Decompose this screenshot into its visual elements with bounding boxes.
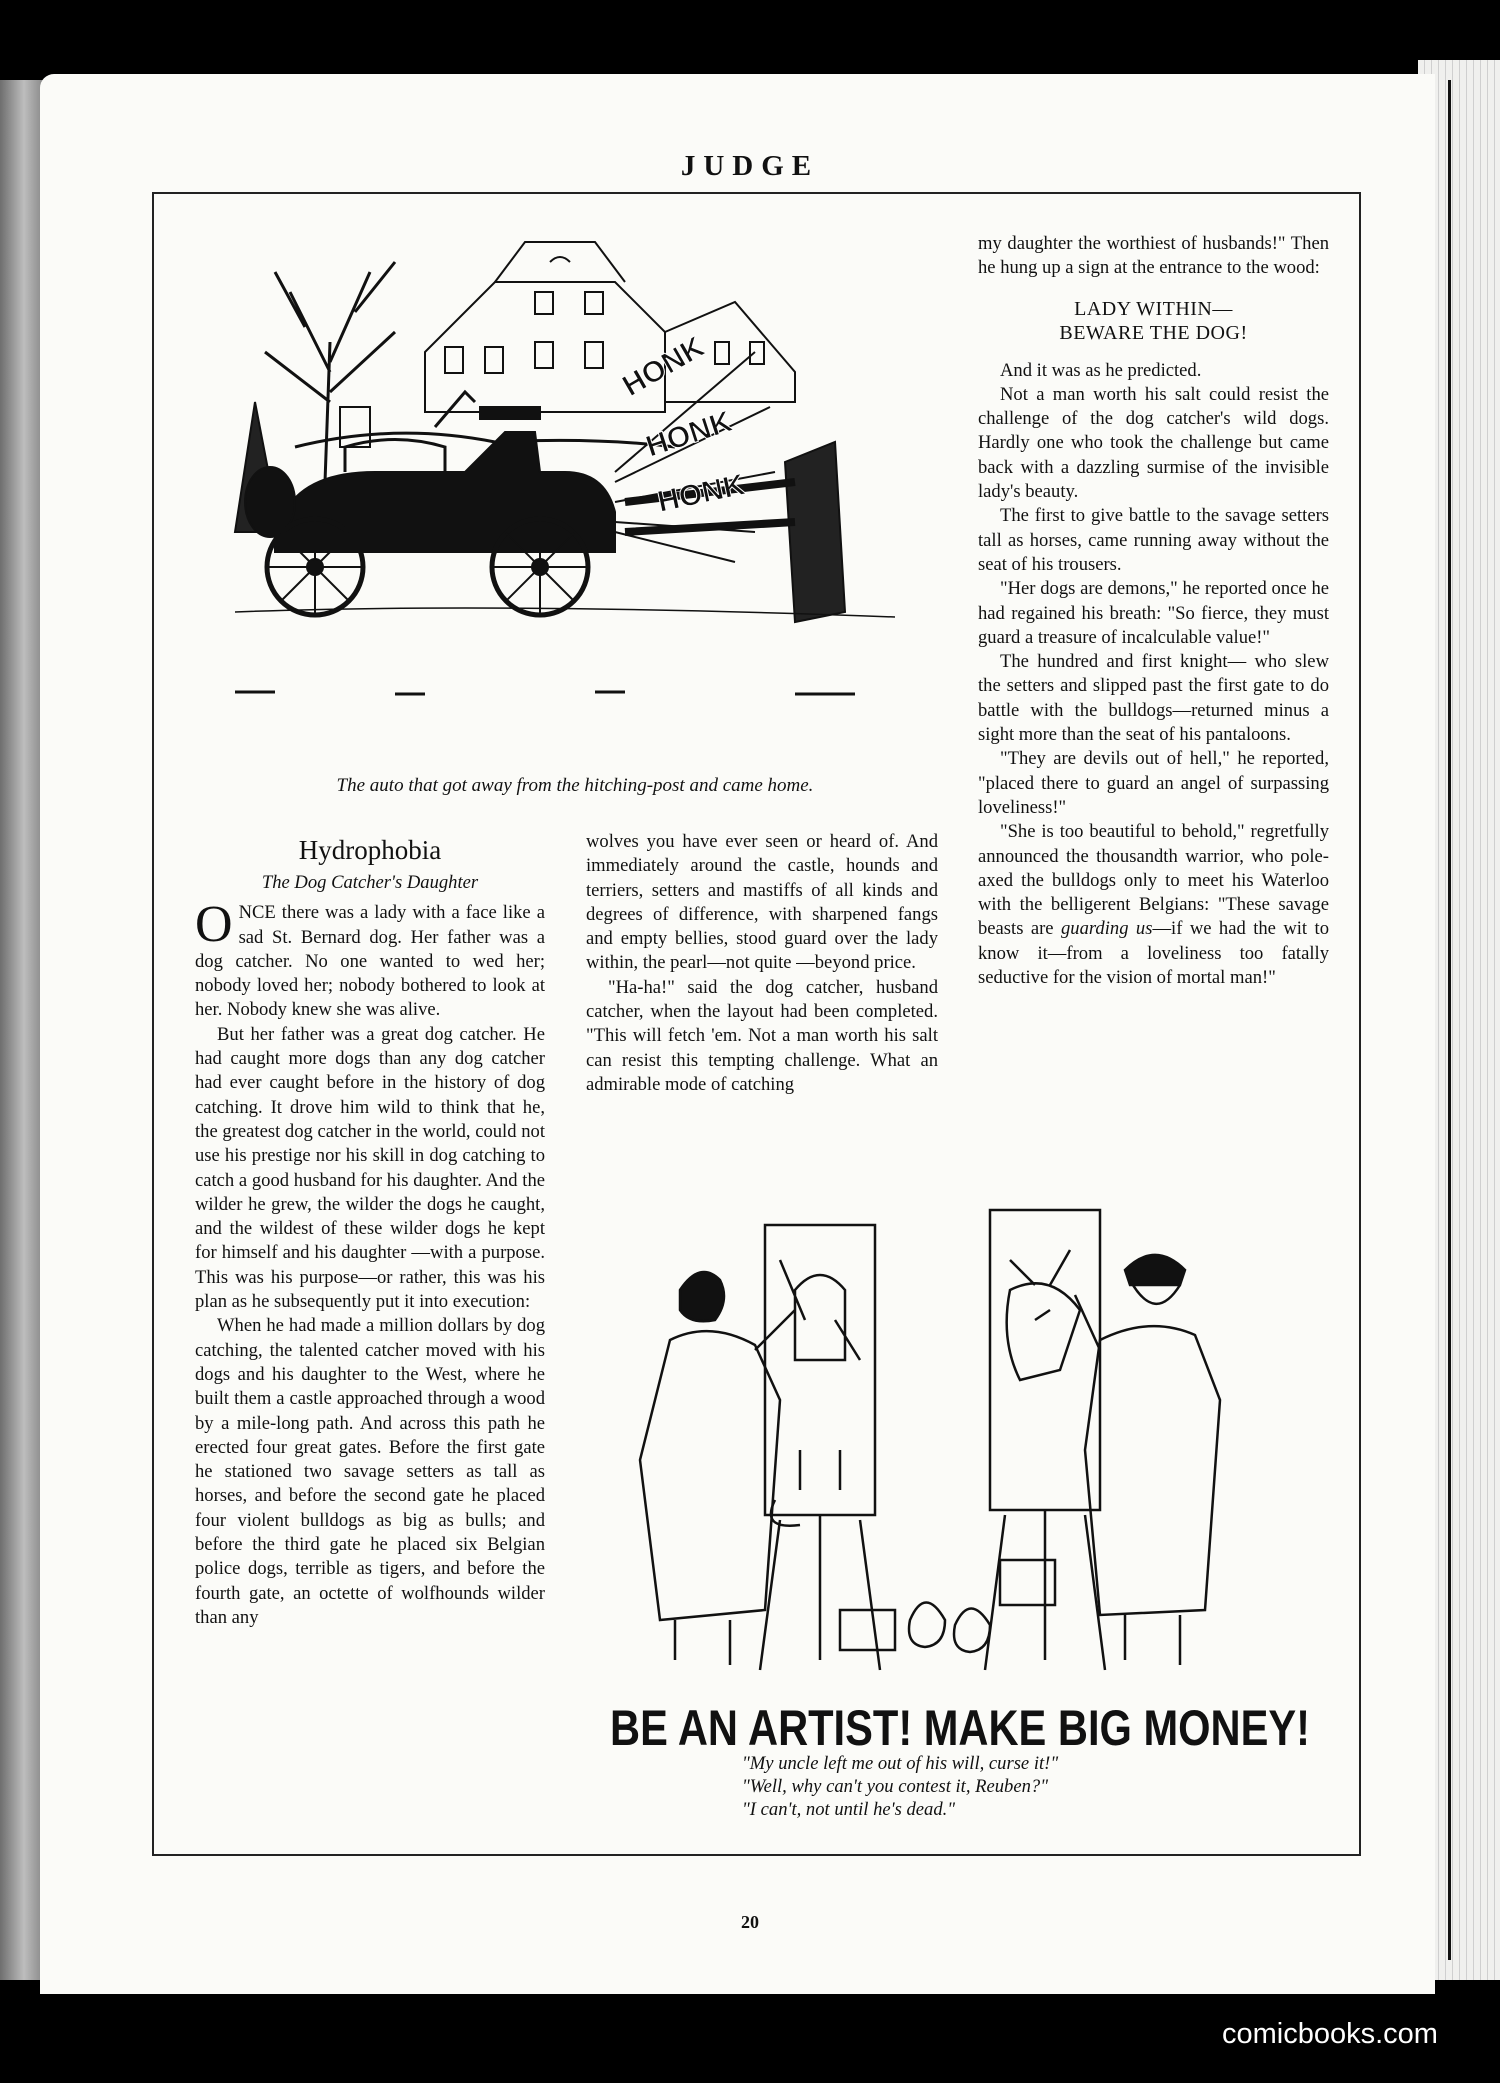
honk-text-3: HONK <box>654 468 748 519</box>
lead-smallcaps: NCE <box>238 902 276 924</box>
paragraph-13-b: —if we had the wit to know it—from a loveliness too fatally seductive for the vision of mortal man!" <box>978 918 1329 989</box>
joke-line-3: "I can't, not until he's dead." <box>742 1799 956 1820</box>
column-2 <box>586 830 938 1097</box>
paragraph-3: When he had made a million dollars by dog catching, the talented catcher moved with his dogs and his daughter to the West, where he built them a castle approached through a wood by a mile-long path. And across this path he erected four great gates. Before the first gate he stationed two savage setters as tall as horses, and before the second gate he placed four violent bulldogs as big as bulls; and before the third gate he placed six Belgian police dogs, terrible as tigers, and before the fourth gate, an octette of wolfhounds wilder than any <box>195 1315 545 1628</box>
paragraph-8: Not a man worth his salt could resist the challenge of the dog catcher's wild dogs. Hardly one who took the challenge but came back with a dazzling surmise of the invisible lady's beauty. <box>978 383 1329 503</box>
sign-text <box>978 297 1329 345</box>
watermark: comicbooks.com <box>1222 2018 1438 2050</box>
paragraph-6: my daughter the worthiest of husbands!" Then he hung up a sign at the entrance to the wood: <box>978 233 1329 279</box>
paragraph-9: The first to give battle to the savage setters tall as horses, came running away without the seat of his trousers. <box>978 505 1329 575</box>
paragraph-13-a: "She is too beautiful to behold," regretfully announced the thousandth warrior, who pole-axed the bulldogs only to meet his Waterloo with the belligerent Belgians: "These savage beasts are <box>978 821 1329 940</box>
story-title: Hydrophobia <box>298 835 442 865</box>
paragraph-12: "They are devils out of hell," he reported, "placed there to guard an angel of surpassing loveliness!" <box>978 748 1329 818</box>
drop-cap: O <box>195 896 233 954</box>
paragraph-1-text: there was a lady with a face like a sad St. Bernard dog. Her father was a dog catcher. No one wanted to wed her; nobody loved her; nobody bothered to look at her. Nobody knew she was alive. <box>195 902 545 1021</box>
sign-line-1: LADY WITHIN— <box>1074 297 1233 320</box>
joke-line-2: "Well, why can't you contest it, Reuben?" <box>742 1776 1049 1797</box>
page-number: 20 <box>741 1912 759 1932</box>
paragraph-1 <box>195 896 545 1022</box>
cartoon-joke <box>742 1752 1162 1821</box>
paragraph-5: "Ha-ha!" said the dog catcher, husband catcher, when the layout had been completed. "This will fetch 'em. Not a man worth his salt can resist this tempting challenge. What an admirable mode of catching <box>586 976 938 1095</box>
column-1 <box>195 835 545 1630</box>
car-illustration <box>195 232 955 762</box>
honk-text-2: HONK <box>641 404 737 464</box>
sign-line-2: BEWARE THE DOG! <box>1059 321 1248 344</box>
artist-cartoon <box>580 1200 1340 1760</box>
paragraph-2: But her father was a great dog catcher. He had caught more dogs than any dog catcher had ever caught before in the history of dog catching. It drove him wild to think that he, the greatest dog catcher in the world, could not use his prestige nor his skill in dog catching to catch a good husband for his daughter. And the wilder he grew, the wilder the dogs he caught, and the wildest of these wilder dogs he kept for himself and his daughter —with a purpose. This was his purpose—or rather, this was his plan as he subsequently put it into execution: <box>195 1023 545 1313</box>
running-head: JUDGE <box>680 150 820 182</box>
paragraph-13-emphasis: guarding us <box>1061 918 1153 940</box>
cartoon-banner: BE AN ARTIST! MAKE BIG MONEY! <box>610 1700 1310 1756</box>
column-3 <box>978 232 1329 990</box>
paragraph-11: The hundred and first knight— who slew the setters and slipped past the first gate to do battle with the bulldogs—returned minus a sight more than the seat of his pantaloons. <box>978 651 1329 746</box>
paragraph-13 <box>978 820 1329 990</box>
paragraph-10: "Her dogs are demons," he reported once he had regained his breath: "So fierce, they must guard a treasure of incalculable value!" <box>978 578 1329 648</box>
paragraph-7: And it was as he predicted. <box>1000 359 1202 381</box>
joke-line-1: "My uncle left me out of his will, curse it!" <box>742 1753 1059 1774</box>
car-caption: The auto that got away from the hitching-post and came home. <box>336 775 814 796</box>
story-subtitle: The Dog Catcher's Daughter <box>261 872 479 893</box>
honk-text-1: HONK <box>617 330 711 404</box>
paragraph-4: wolves you have ever seen or heard of. And immediately around the castle, hounds and terriers, setters and mastiffs of all kinds and degrees of difference, with sharpened fangs and empty bellies, stood guard over the lady within, the pearl—not quite —beyond price. <box>586 831 938 974</box>
